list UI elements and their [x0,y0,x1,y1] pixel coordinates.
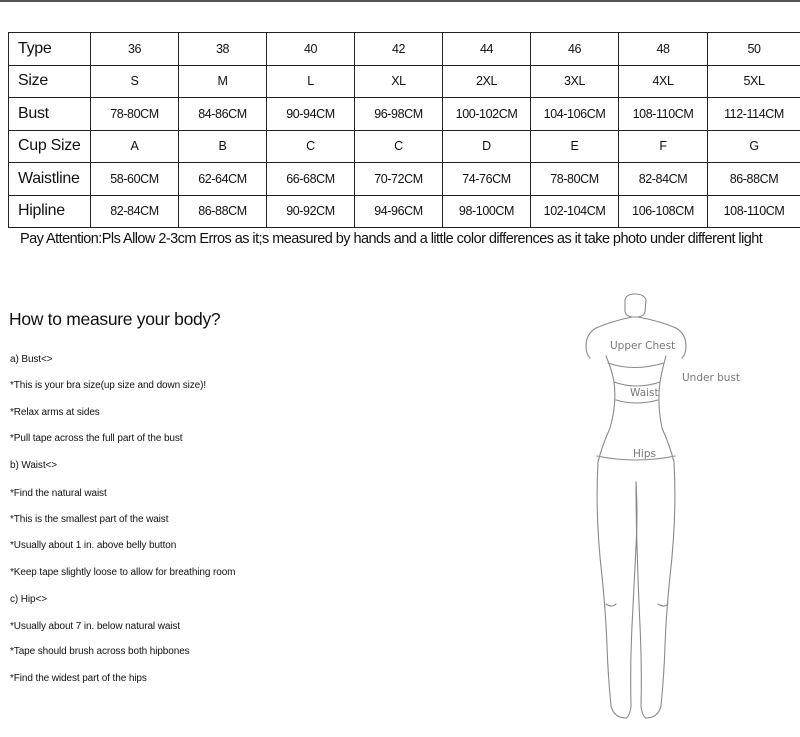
instruction-line: *This is the smallest part of the waist [10,514,169,525]
instruction-line: *Keep tape slightly loose to allow for breathing room [10,567,236,578]
table-cell: 66-68CM [267,163,355,196]
body-measurement-figure [578,286,800,726]
table-cell: L [267,65,355,98]
instruction-line: *Find the natural waist [10,488,107,499]
table-cell: S [91,65,179,98]
table-cell: 82-84CM [91,195,179,228]
instruction-line: *Relax arms at sides [10,407,100,418]
table-cell: 86-88CM [708,163,800,196]
table-cell: F [619,130,708,163]
table-cell: C [355,130,443,163]
table-cell: B [179,130,267,163]
table-cell: 100-102CM [443,98,531,131]
under-bust-label: Under bust [682,372,741,384]
instruction-line: *Usually about 7 in. below natural waist [10,621,180,632]
table-cell: 4XL [619,65,708,98]
table-cell: 108-110CM [619,98,708,131]
table-cell: 78-80CM [91,98,179,131]
instruction-line: *Find the widest part of the hips [10,673,147,684]
table-cell: 78-80CM [531,163,619,196]
hips-label: Hips [633,448,656,460]
row-header: Bust [9,98,91,131]
row-header: Type [9,33,91,66]
table-cell: 102-104CM [531,195,619,228]
instruction-line: *This is your bra size(up size and down size)! [10,380,207,391]
table-cell: 42 [355,33,443,66]
instruction-line: *Pull tape across the full part of the bust [10,433,183,444]
table-cell: 50 [708,33,800,66]
table-cell: XL [355,65,443,98]
table-cell: 44 [443,33,531,66]
table-cell: D [443,130,531,163]
waist-label: Waist [630,387,659,399]
table-cell: 48 [619,33,708,66]
table-cell: 96-98CM [355,98,443,131]
table-cell: 36 [91,33,179,66]
size-chart-table [8,32,800,228]
row-header: Size [9,65,91,98]
table-cell: 3XL [531,65,619,98]
upper-chest-label: Upper Chest [610,340,676,352]
row-header: Cup Size [9,130,91,163]
table-cell: 112-114CM [708,98,800,131]
row-header: Waistline [9,163,91,196]
table-cell: 90-92CM [267,195,355,228]
instruction-line: a) Bust<> [10,354,53,365]
table-cell: 62-64CM [179,163,267,196]
top-divider [0,0,800,2]
table-cell: M [179,65,267,98]
table-cell: 74-76CM [443,163,531,196]
table-cell: 104-106CM [531,98,619,131]
instruction-line: *Usually about 1 in. above belly button [10,540,177,551]
table-cell: 84-86CM [179,98,267,131]
table-cell: 70-72CM [355,163,443,196]
table-row [9,33,800,66]
table-cell: 40 [267,33,355,66]
table-cell: 2XL [443,65,531,98]
table-cell: 90-94CM [267,98,355,131]
table-cell: 58-60CM [91,163,179,196]
table-cell: 5XL [708,65,800,98]
table-cell: 94-96CM [355,195,443,228]
table-cell: 38 [179,33,267,66]
table-cell: 86-88CM [179,195,267,228]
table-cell: 82-84CM [619,163,708,196]
table-cell: A [91,130,179,163]
table-cell: G [708,130,800,163]
table-cell: 46 [531,33,619,66]
table-row [9,163,800,196]
table-cell: C [267,130,355,163]
table-row [9,65,800,98]
instruction-line: *Tape should brush across both hipbones [10,646,190,657]
table-row [9,98,800,131]
instruction-line: b) Waist<> [10,460,57,471]
table-row [9,195,800,228]
how-to-measure-title: How to measure your body? [9,309,221,329]
table-cell: 106-108CM [619,195,708,228]
table-cell: 98-100CM [443,195,531,228]
measurement-note: Pay Attention:Pls Allow 2-3cm Erros as it;s measured by hands and a little color differences as it take photo under different light [20,231,763,247]
instruction-line: c) Hip<> [10,594,47,605]
table-cell: E [531,130,619,163]
table-cell: 108-110CM [708,195,800,228]
table-row [9,130,800,163]
row-header: Hipline [9,195,91,228]
